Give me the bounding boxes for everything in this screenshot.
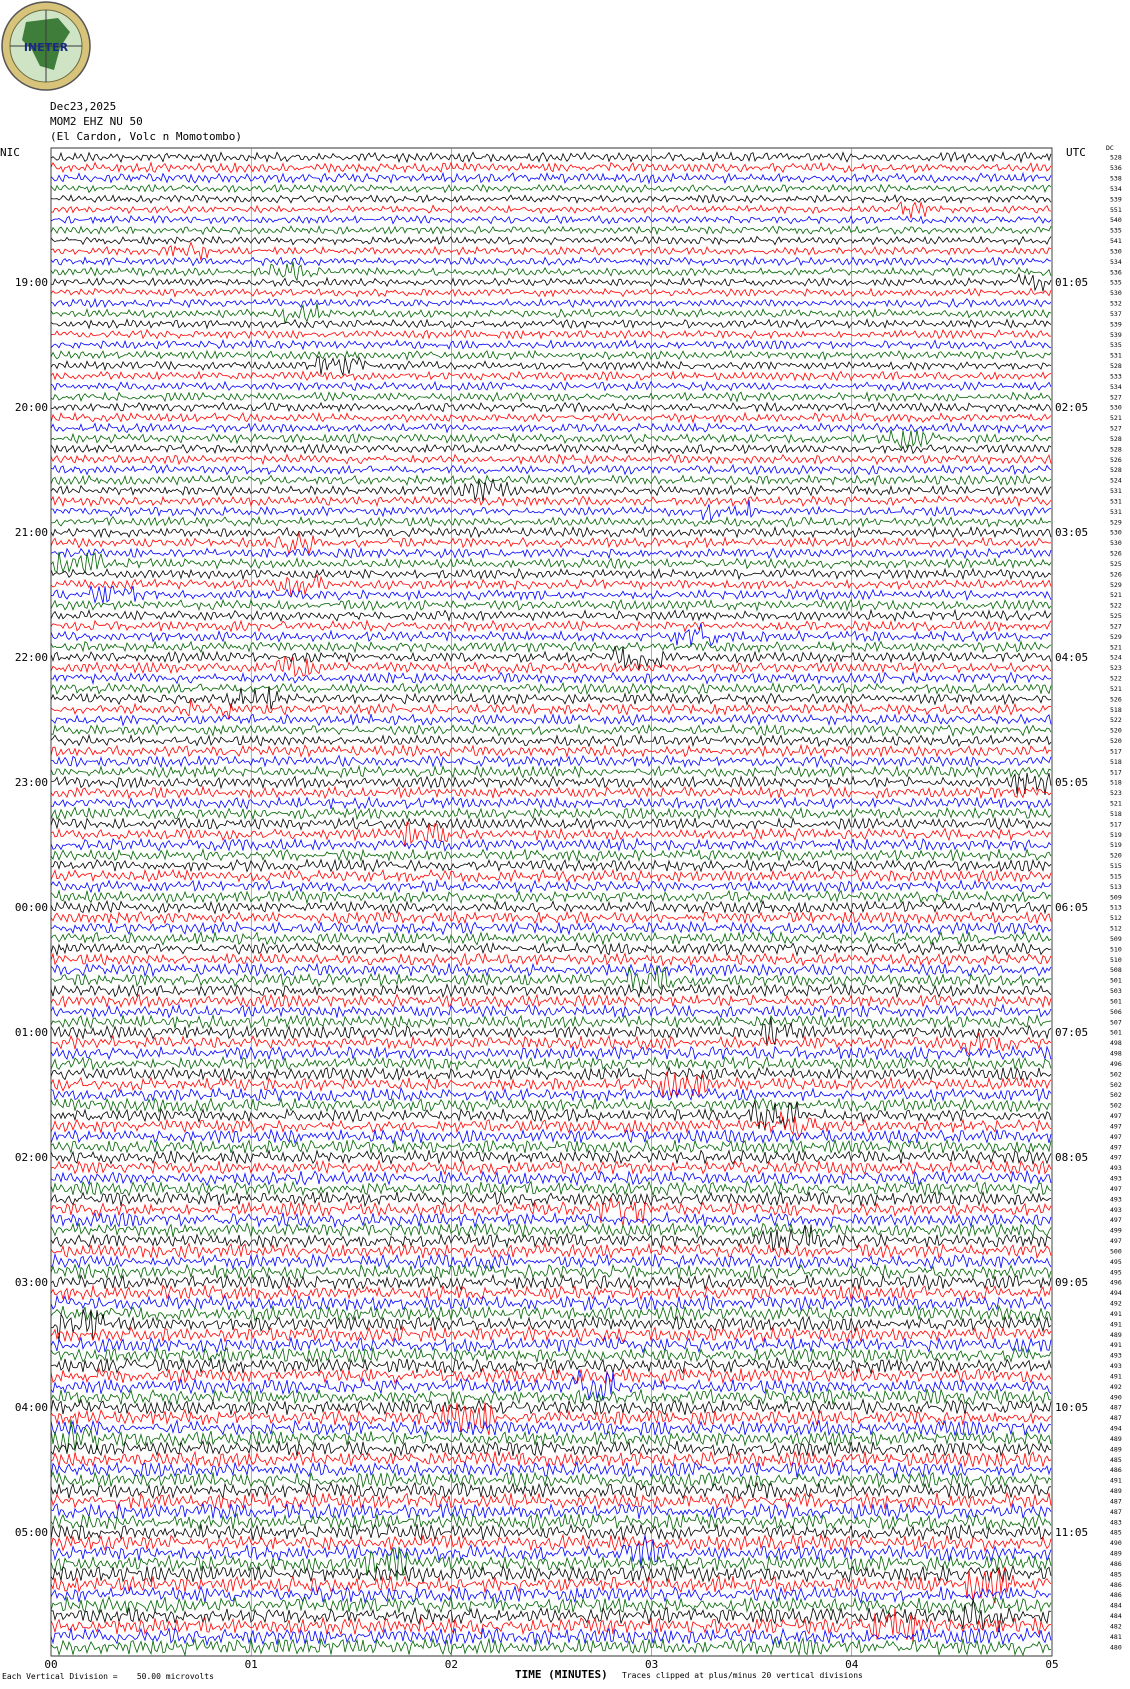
seismic-trace [51, 984, 1051, 997]
seismic-trace [51, 236, 1051, 244]
dc-offset-label: 489 [1110, 1435, 1122, 1443]
seismic-trace [51, 1244, 1051, 1258]
dc-offset-label: 497 [1110, 1132, 1122, 1141]
left-timezone-label: NIC [0, 146, 20, 159]
seismic-trace [51, 202, 1051, 218]
dc-offset-label: 527 [1110, 622, 1122, 631]
dc-offset-label: 551 [1110, 205, 1122, 214]
seismic-trace [51, 1140, 1051, 1153]
dc-offset-label: 518 [1110, 778, 1122, 787]
dc-offset-label: 497 [1110, 1185, 1122, 1193]
seismic-trace [51, 330, 1051, 339]
left-hour-label: 01:00 [14, 1026, 48, 1040]
seismic-trace [51, 766, 1051, 778]
seismic-trace [51, 860, 1051, 872]
dc-offset-label: 537 [1110, 310, 1122, 318]
x-axis-title: TIME (MINUTES) [515, 1668, 608, 1681]
right-hour-label: 06:05 [1055, 901, 1089, 915]
dc-offset-label: 532 [1110, 299, 1122, 308]
seismic-trace [51, 600, 1051, 610]
dc-offset-label: 502 [1110, 1080, 1122, 1089]
seismic-trace [51, 403, 1051, 412]
dc-offset-label: 501 [1110, 1028, 1122, 1037]
seismic-trace [51, 891, 1051, 903]
dc-offset-label: 521 [1110, 685, 1122, 693]
dc-offset-label: 487 [1110, 1497, 1122, 1506]
date-label: Dec23,2025 [50, 100, 117, 113]
seismic-trace [51, 1389, 1051, 1404]
seismic-trace [51, 1015, 1051, 1028]
seismic-trace [51, 849, 1051, 861]
x-tick-label: 02 [444, 1658, 459, 1671]
dc-offset-label: 506 [1110, 1007, 1122, 1016]
dc-offset-label: 491 [1110, 1372, 1122, 1381]
seismic-trace [51, 500, 1051, 521]
dc-offset-label: 515 [1110, 872, 1122, 881]
dc-offset-label: 520 [1110, 851, 1122, 860]
dc-offset-label: 489 [1110, 1445, 1122, 1454]
x-tick-label: 03 [644, 1658, 659, 1671]
seismic-trace [51, 1099, 1051, 1112]
right-hour-label: 10:05 [1055, 1401, 1089, 1415]
logo-text: INETER [23, 41, 69, 54]
seismic-trace [51, 1225, 1051, 1253]
dc-offset-label: 536 [1110, 164, 1122, 173]
dc-offset-label: 526 [1110, 455, 1122, 464]
dc-offset-label: 496 [1110, 1278, 1122, 1287]
seismic-trace [51, 1005, 1051, 1018]
dc-offset-label: 494 [1110, 1424, 1122, 1433]
dc-offset-label: 508 [1110, 966, 1122, 975]
dc-offset-label: 493 [1110, 1362, 1122, 1370]
seismic-trace [51, 1402, 1051, 1435]
seismic-trace [51, 808, 1051, 820]
dc-offset-label: 521 [1110, 414, 1122, 423]
dc-offset-label: 485 [1110, 1570, 1122, 1579]
left-hour-label: 20:00 [14, 401, 48, 415]
dc-offset-label: 496 [1110, 1060, 1122, 1068]
dc-offset-label: 510 [1110, 955, 1122, 964]
dc-offset-label: 497 [1110, 1237, 1122, 1245]
left-hour-label: 22:00 [14, 651, 48, 665]
right-hour-label: 05:05 [1055, 776, 1089, 790]
dc-offset-label: 524 [1110, 653, 1122, 662]
seismic-trace [51, 475, 1051, 485]
dc-offset-label: 493 [1110, 1164, 1122, 1173]
x-tick-label: 05 [1045, 1658, 1059, 1671]
seismic-trace [51, 966, 1051, 993]
dc-offset-label: 513 [1110, 903, 1122, 912]
clip-note: Traces clipped at plus/minus 20 vertical divisions [622, 1671, 863, 1680]
dc-offset-label: 515 [1110, 862, 1122, 870]
seismic-trace [51, 274, 1051, 291]
seismic-trace [51, 1462, 1051, 1477]
seismic-trace [51, 413, 1051, 423]
seismic-trace [51, 1400, 1051, 1415]
seismic-trace [51, 1223, 1051, 1237]
seismic-trace [51, 714, 1051, 725]
dc-offset-label: 534 [1110, 257, 1122, 266]
seismic-trace [51, 870, 1051, 882]
dc-offset-label: 520 [1110, 737, 1122, 745]
dc-offset-label: 535 [1110, 278, 1122, 287]
seismic-trace [51, 1420, 1051, 1436]
right-hour-label: 04:05 [1055, 651, 1089, 665]
left-hour-label: 03:00 [14, 1276, 48, 1290]
dc-offset-label: 489 [1110, 1487, 1122, 1495]
seismic-trace [51, 818, 1051, 830]
seismic-trace [51, 392, 1051, 401]
dc-offset-label: 512 [1110, 914, 1122, 923]
left-hour-label: 00:00 [14, 901, 48, 915]
dc-offset-label: 484 [1110, 1612, 1122, 1620]
dc-offset-label: 526 [1110, 695, 1122, 704]
dc-offset-label: 541 [1110, 237, 1122, 245]
dc-offset-label: 518 [1110, 705, 1122, 714]
seismic-trace [51, 569, 1051, 579]
seismic-trace [51, 1067, 1051, 1080]
seismic-trace [51, 184, 1051, 192]
left-hour-label: 05:00 [14, 1526, 48, 1540]
seismic-trace [51, 1192, 1051, 1206]
seismic-trace [51, 1472, 1051, 1488]
dc-offset-label: 492 [1110, 1299, 1122, 1308]
dc-offset-label: 513 [1110, 882, 1122, 891]
dc-offset-label: 485 [1110, 1528, 1122, 1537]
seismic-trace [51, 1337, 1051, 1352]
right-hour-label: 09:05 [1055, 1276, 1089, 1290]
seismic-trace [51, 995, 1051, 1008]
dc-offset-label: 481 [1110, 1632, 1122, 1641]
dc-offset-label: 501 [1110, 997, 1122, 1006]
seismic-trace [51, 673, 1051, 684]
dc-offset-label: 484 [1110, 1601, 1122, 1610]
dc-offset-label: 517 [1110, 820, 1122, 829]
dc-offset-label: 491 [1110, 1476, 1122, 1485]
seismic-trace [51, 1057, 1051, 1070]
dc-offset-label: 502 [1110, 1101, 1122, 1110]
dc-offset-label: 486 [1110, 1466, 1122, 1475]
dc-offset-label: 507 [1110, 1018, 1122, 1027]
right-hour-label: 03:05 [1055, 526, 1089, 540]
seismic-trace [51, 226, 1051, 234]
seismic-trace [51, 340, 1051, 349]
dc-offset-label: 490 [1110, 1539, 1122, 1548]
dc-offset-label: 486 [1110, 1591, 1122, 1600]
dc-offset-label: 497 [1110, 1143, 1122, 1152]
dc-offset-label: 539 [1110, 330, 1122, 339]
seismic-trace [51, 319, 1051, 328]
dc-offset-label: 480 [1110, 1643, 1122, 1652]
dc-offset-label: 486 [1110, 1560, 1122, 1568]
dc-offset-label: 535 [1110, 341, 1122, 350]
seismic-trace [51, 382, 1051, 391]
right-hour-label: 08:05 [1055, 1151, 1089, 1165]
dc-offset-label: 486 [1110, 1580, 1122, 1589]
dc-offset-label: 518 [1110, 757, 1122, 766]
seismic-trace [51, 1524, 1051, 1540]
dc-offset-label: 528 [1110, 466, 1122, 475]
dc-offset-label: 521 [1110, 643, 1122, 652]
seismic-trace [51, 642, 1051, 653]
seismic-trace [51, 1285, 1051, 1300]
dc-offset-label: 539 [1110, 320, 1122, 329]
left-hour-label: 23:00 [14, 776, 48, 790]
dc-offset-label: 487 [1110, 1403, 1122, 1412]
seismic-trace [51, 1597, 1051, 1614]
dc-offset-label: 530 [1110, 528, 1122, 537]
x-tick-label: 04 [845, 1658, 859, 1671]
seismic-trace [51, 1608, 1051, 1644]
dc-offset-label: 530 [1110, 289, 1122, 298]
dc-offset-label: 534 [1110, 185, 1122, 193]
seismic-trace [51, 371, 1051, 380]
dc-offset-label: 503 [1110, 987, 1122, 995]
left-hour-label: 21:00 [14, 526, 48, 540]
seismic-trace [51, 963, 1051, 976]
dc-offset-label: 530 [1110, 539, 1122, 548]
dc-offset-label: 528 [1110, 435, 1122, 443]
dc-offset-label: 526 [1110, 549, 1122, 558]
seismic-trace [51, 725, 1051, 736]
seismic-trace [51, 787, 1051, 798]
dc-offset-label: 531 [1110, 507, 1122, 516]
dc-offset-label: 531 [1110, 497, 1122, 506]
dc-offset-label: 497 [1110, 1153, 1122, 1162]
dc-offset-label: 487 [1110, 1414, 1122, 1423]
dc-offset-label: 497 [1110, 1122, 1122, 1131]
seismic-trace [51, 623, 1051, 646]
dc-offset-label: 535 [1110, 226, 1122, 235]
seismic-trace [51, 1587, 1051, 1603]
seismic-trace [51, 932, 1051, 945]
dc-offset-label: 521 [1110, 799, 1122, 808]
dc-offset-label: 491 [1110, 1310, 1122, 1318]
seismic-trace [51, 152, 1051, 162]
dc-offset-label: 538 [1110, 174, 1122, 183]
seismic-trace [51, 1213, 1051, 1227]
station-label: MOM2 EHZ NU 50 [50, 115, 143, 128]
dc-offset-label: 528 [1110, 445, 1122, 454]
seismic-trace [51, 683, 1051, 694]
dc-offset-label: 490 [1110, 1393, 1122, 1402]
dc-offset-label: 499 [1110, 1226, 1122, 1235]
seismic-trace [51, 216, 1051, 224]
seismic-trace [51, 351, 1051, 360]
seismic-trace [51, 1599, 1051, 1632]
dc-offset-label: 512 [1110, 924, 1122, 933]
seismic-trace [51, 943, 1051, 956]
dc-offset-label: 492 [1110, 1382, 1122, 1391]
dc-offset-label: 482 [1110, 1622, 1122, 1631]
seismic-trace [51, 1101, 1051, 1130]
dc-offset-label: 518 [1110, 810, 1122, 818]
dc-offset-label: 493 [1110, 1195, 1122, 1204]
left-hour-label: 02:00 [14, 1151, 48, 1165]
seismic-trace [51, 527, 1051, 537]
seismic-trace [51, 357, 1051, 376]
seismic-trace [51, 735, 1051, 746]
right-hour-label: 02:05 [1055, 401, 1089, 415]
dc-offset-label: 519 [1110, 830, 1122, 839]
dc-offset-label: 534 [1110, 382, 1122, 391]
seismic-trace [51, 912, 1051, 924]
dc-offset-label: 493 [1110, 1351, 1122, 1360]
dc-offset-label: 509 [1110, 893, 1122, 902]
dc-offset-label: 523 [1110, 789, 1122, 798]
dc-offset-label: 493 [1110, 1174, 1122, 1183]
dc-offset-label: 520 [1110, 726, 1122, 735]
seismic-trace [51, 1327, 1051, 1342]
seismic-trace [51, 756, 1051, 767]
seismic-trace [51, 1088, 1051, 1102]
seismic-trace [51, 745, 1051, 756]
dc-offset-label: 500 [1110, 1247, 1122, 1256]
dc-offset-label: 523 [1110, 664, 1122, 673]
dc-offset-label: 519 [1110, 841, 1122, 850]
dc-offset-label: 497 [1110, 1216, 1122, 1225]
scale-note: Each Vertical Division = 50.00 microvolts [2, 1672, 214, 1681]
right-timezone-label: UTC [1066, 146, 1086, 159]
dc-offset-label: 522 [1110, 601, 1122, 610]
seismic-trace [51, 880, 1051, 892]
dc-offset-label: 489 [1110, 1549, 1122, 1558]
dc-header-label: DC [1106, 144, 1114, 152]
dc-offset-label: 491 [1110, 1320, 1122, 1329]
dc-offset-label: 498 [1110, 1039, 1122, 1048]
seismic-trace [51, 548, 1051, 558]
dc-offset-label: 536 [1110, 268, 1122, 277]
dc-offset-label: 529 [1110, 518, 1122, 527]
dc-offset-label: 495 [1110, 1268, 1122, 1277]
left-hour-label: 19:00 [14, 276, 48, 290]
dc-offset-label: 539 [1110, 195, 1122, 204]
dc-offset-label: 530 [1110, 403, 1122, 412]
dc-offset-label: 522 [1110, 674, 1122, 683]
seismic-trace [51, 1348, 1051, 1363]
seismic-trace [51, 455, 1051, 465]
seismic-trace [51, 423, 1051, 432]
dc-offset-label: 524 [1110, 476, 1122, 485]
dc-offset-label: 517 [1110, 747, 1122, 756]
dc-offset-label: 521 [1110, 591, 1122, 600]
x-tick-label: 01 [244, 1658, 258, 1671]
seismic-trace [51, 1638, 1051, 1655]
seismic-trace [51, 496, 1051, 506]
left-hour-label: 04:00 [14, 1401, 48, 1415]
dc-offset-label: 522 [1110, 716, 1122, 725]
dc-offset-label: 498 [1110, 1049, 1122, 1058]
seismic-trace [51, 1254, 1051, 1268]
dc-offset-label: 502 [1110, 1070, 1122, 1079]
seismic-trace [51, 839, 1051, 851]
dc-offset-label: 528 [1110, 153, 1122, 162]
dc-offset-label: 529 [1110, 632, 1122, 641]
right-hour-label: 07:05 [1055, 1026, 1089, 1040]
dc-offset-label: 501 [1110, 976, 1122, 985]
dc-offset-label: 528 [1110, 362, 1122, 370]
dc-offset-label: 533 [1110, 372, 1122, 381]
right-hour-label: 11:05 [1055, 1526, 1089, 1540]
seismic-trace [51, 610, 1051, 621]
right-hour-label: 01:05 [1055, 276, 1089, 290]
seismic-trace [51, 479, 1051, 502]
dc-offset-label: 494 [1110, 1289, 1122, 1298]
dc-offset-label: 531 [1110, 487, 1122, 495]
seismic-trace [51, 1547, 1051, 1581]
dc-offset-label: 526 [1110, 570, 1122, 579]
dc-offset-label: 485 [1110, 1455, 1122, 1464]
seismic-trace [51, 173, 1051, 183]
dc-offset-label: 530 [1110, 247, 1122, 256]
dc-offset-label: 487 [1110, 1507, 1122, 1516]
dc-offset-label: 527 [1110, 424, 1122, 433]
dc-offset-label: 491 [1110, 1341, 1122, 1350]
dc-offset-label: 483 [1110, 1518, 1122, 1527]
seismic-trace [51, 586, 1051, 603]
dc-offset-label: 497 [1110, 1112, 1122, 1120]
dc-offset-label: 529 [1110, 580, 1122, 589]
seismic-trace [51, 797, 1051, 809]
seismic-trace [51, 1420, 1051, 1454]
dc-offset-label: 489 [1110, 1330, 1122, 1339]
location-label: (El Cardon, Volc n Momotombo) [50, 130, 243, 143]
seismic-trace [51, 303, 1051, 323]
seismic-trace [51, 517, 1051, 527]
dc-offset-label: 540 [1110, 216, 1122, 225]
dc-offset-label: 527 [1110, 393, 1122, 402]
seismic-trace [51, 288, 1051, 296]
dc-offset-label: 525 [1110, 612, 1122, 620]
dc-offset-label: 493 [1110, 1205, 1122, 1214]
seismic-trace [51, 1452, 1051, 1468]
dc-offset-label: 509 [1110, 935, 1122, 943]
dc-offset-label: 525 [1110, 560, 1122, 568]
seismic-trace [51, 1264, 1051, 1279]
dc-offset-label: 495 [1110, 1257, 1122, 1266]
seismic-trace [51, 430, 1051, 448]
dc-offset-label: 517 [1110, 768, 1122, 777]
seismic-trace [51, 1309, 1051, 1341]
seismic-trace [51, 621, 1051, 632]
dc-offset-label: 502 [1110, 1091, 1122, 1100]
dc-offset-label: 510 [1110, 945, 1122, 954]
seismic-trace [51, 299, 1051, 308]
seismic-trace [51, 163, 1051, 173]
trace-group [51, 152, 1051, 1655]
seismic-trace [51, 954, 1051, 966]
dc-offset-label: 531 [1110, 351, 1122, 360]
seismic-trace [51, 465, 1051, 475]
x-tick-label: 00 [44, 1658, 58, 1671]
